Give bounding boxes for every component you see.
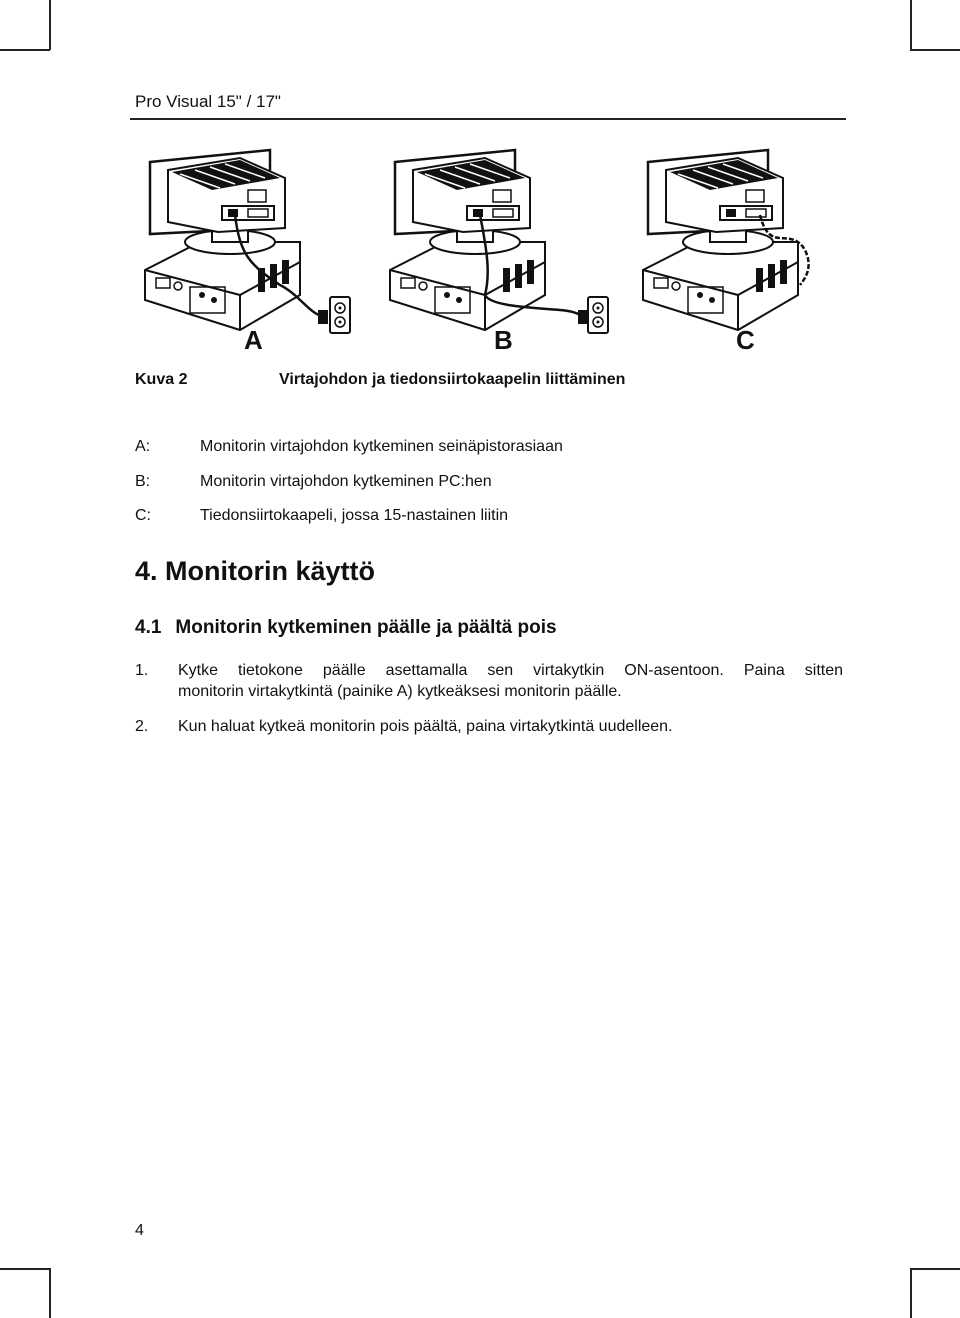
- subsection-number: 4.1: [135, 617, 162, 638]
- crop-mark-top-left-h: [0, 49, 50, 51]
- step-text-line: monitorin virtakytkintä (painike A) kytkeäksesi monitorin päälle.: [178, 683, 622, 700]
- subsection-title: Monitorin kytkeminen päälle ja päältä pois: [175, 617, 557, 638]
- panel-label-b: B: [494, 325, 513, 355]
- panel-label-a: A: [244, 325, 263, 355]
- section-heading: 4. Monitorin käyttö: [135, 556, 376, 586]
- panel-b-monitor-pc-outlet-icon: [390, 150, 608, 333]
- legend-text: Monitorin virtajohdon kytkeminen seinäpistorasiaan: [200, 438, 563, 455]
- page-number: 4: [135, 1222, 144, 1239]
- crop-mark-bottom-right-h: [910, 1268, 960, 1270]
- panel-label-c: C: [736, 325, 755, 355]
- step-text-line: Kun haluat kytkeä monitorin pois päältä, paina virtakytkintä uudelleen.: [178, 718, 673, 735]
- crop-mark-bottom-left-v: [49, 1268, 51, 1318]
- step-number: 2.: [135, 718, 149, 735]
- panel-a-monitor-pc-wall-outlet-icon: [145, 150, 350, 333]
- figure-caption-text: Virtajohdon ja tiedonsiirtokaapelin liittäminen: [279, 371, 626, 388]
- figure-caption-label: Kuva 2: [135, 371, 188, 388]
- connection-figure: [140, 145, 840, 355]
- crop-mark-top-right-v: [910, 0, 912, 50]
- crop-mark-top-left-v: [49, 0, 51, 50]
- step-item: [135, 660, 843, 702]
- running-header: Pro Visual 15" / 17": [135, 92, 281, 111]
- legend-key: A:: [135, 438, 151, 455]
- panel-c-monitor-signal-cable-icon: [643, 150, 809, 330]
- step-text-line: Kytke tietokone päälle asettamalla sen virtakytkin ON-asentoon. Paina sitten: [178, 662, 843, 679]
- step-number: 1.: [135, 662, 149, 679]
- header-rule: [130, 118, 846, 120]
- step-item: [135, 716, 843, 737]
- subsection-heading: [135, 617, 557, 639]
- legend-key: B:: [135, 473, 151, 490]
- crop-mark-top-right-h: [910, 49, 960, 51]
- legend-key: C:: [135, 507, 151, 524]
- crop-mark-bottom-left-h: [0, 1268, 50, 1270]
- legend-text: Monitorin virtajohdon kytkeminen PC:hen: [200, 473, 492, 490]
- legend-text: Tiedonsiirtokaapeli, jossa 15-nastainen liitin: [200, 507, 509, 524]
- crop-mark-bottom-right-v: [910, 1268, 912, 1318]
